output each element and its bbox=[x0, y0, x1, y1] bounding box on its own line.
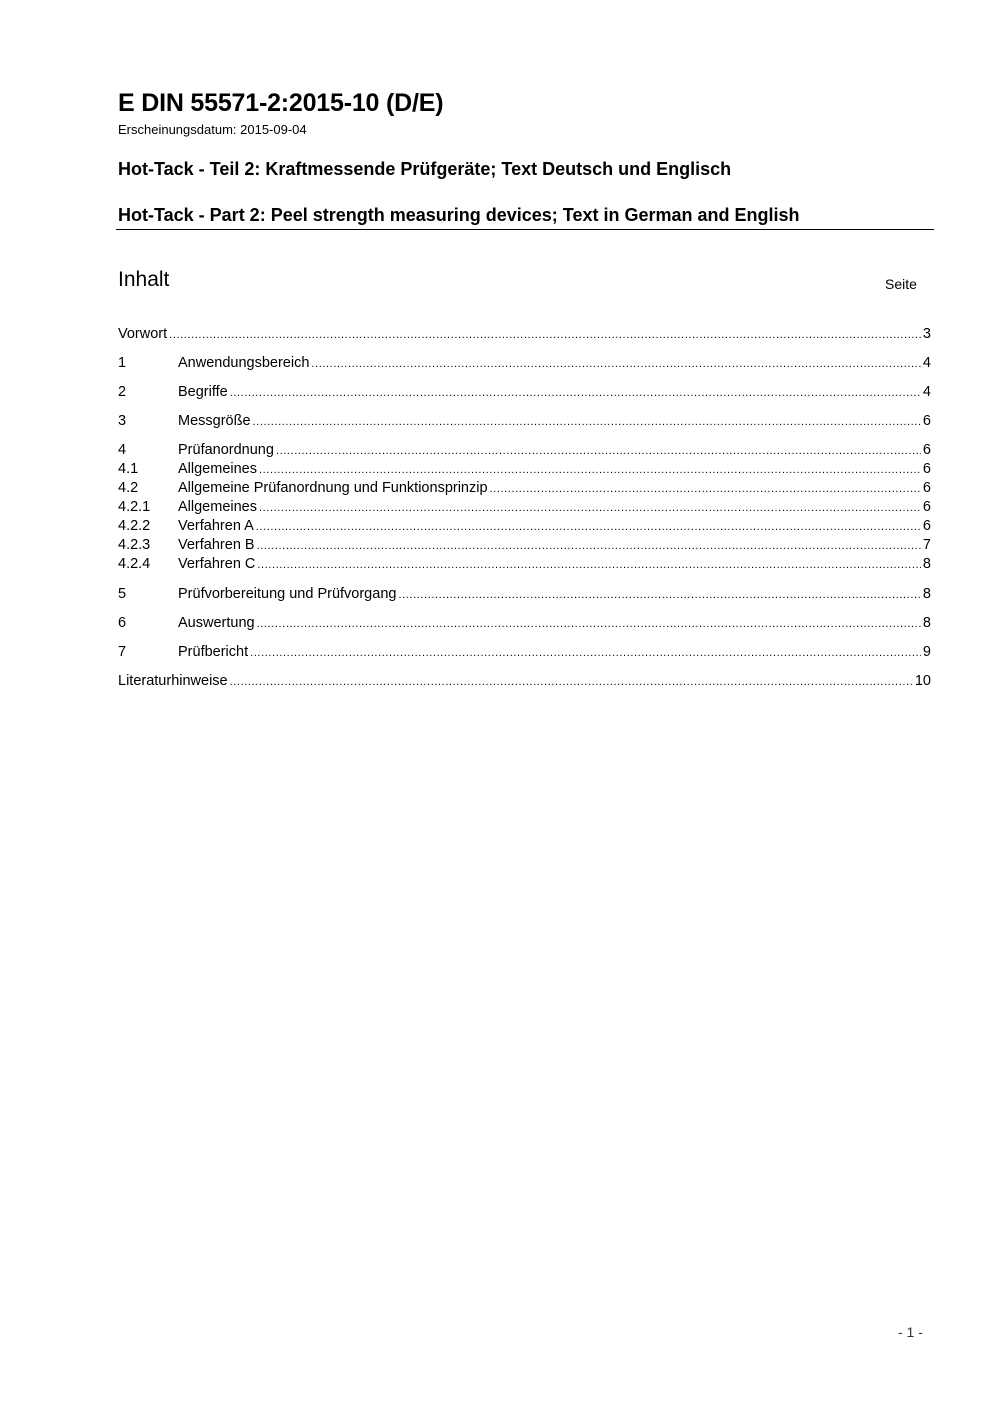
toc-entry-number: 4.1 bbox=[118, 461, 139, 477]
toc-entry-title: Messgröße bbox=[178, 413, 251, 429]
toc-entry-vorwort[interactable] bbox=[118, 325, 931, 344]
toc-entry-4-2-1[interactable] bbox=[118, 498, 931, 517]
toc-dot-leader bbox=[256, 518, 921, 536]
toc-entry-4-2[interactable] bbox=[118, 479, 931, 498]
title-divider bbox=[116, 229, 934, 230]
toc-dot-leader bbox=[257, 615, 921, 633]
toc-entry-page: 8 bbox=[922, 615, 931, 631]
toc-heading: Inhalt bbox=[118, 268, 170, 291]
toc-dot-leader bbox=[230, 384, 921, 402]
toc-dot-leader bbox=[311, 355, 921, 373]
toc-entry-4[interactable] bbox=[118, 441, 931, 460]
toc-entry-title: Prüfvorbereitung und Prüfvorgang bbox=[178, 586, 397, 602]
toc-entry-page: 9 bbox=[922, 644, 931, 660]
toc-entry-number: 4.2.3 bbox=[118, 537, 151, 553]
toc-dot-leader bbox=[490, 480, 921, 498]
toc-entry-page: 6 bbox=[922, 518, 931, 534]
toc-entry-page: 6 bbox=[922, 413, 931, 429]
toc-dot-leader bbox=[230, 673, 913, 691]
toc-entry-page: 8 bbox=[922, 556, 931, 572]
title-english: Hot-Tack - Part 2: Peel strength measuring devices; Text in German and English bbox=[118, 205, 800, 225]
toc-entry-4-2-2[interactable] bbox=[118, 517, 931, 536]
toc-entry-3[interactable] bbox=[118, 412, 931, 431]
toc-entry-number: 4 bbox=[118, 442, 127, 458]
toc-entry-4-2-4[interactable] bbox=[118, 555, 931, 574]
toc-dot-leader bbox=[169, 326, 921, 344]
toc-entry-page: 6 bbox=[922, 442, 931, 458]
toc-page-column-label: Seite bbox=[885, 276, 917, 292]
toc-entry-title: Allgemeine Prüfanordnung und Funktionsprinzip bbox=[178, 480, 488, 496]
toc-entry-page: 4 bbox=[922, 355, 931, 371]
toc-entry-4-1[interactable] bbox=[118, 460, 931, 479]
toc-entry-title: Verfahren B bbox=[178, 537, 255, 553]
toc-entry-number: 7 bbox=[118, 644, 127, 660]
toc-dot-leader bbox=[250, 644, 921, 662]
toc-entry-6[interactable] bbox=[118, 614, 931, 633]
toc-entry-title: Vorwort bbox=[118, 326, 168, 342]
toc-entry-page: 10 bbox=[914, 673, 931, 689]
toc-entry-title: Allgemeines bbox=[178, 499, 257, 515]
toc-entry-number: 2 bbox=[118, 384, 127, 400]
title-german: Hot-Tack - Teil 2: Kraftmessende Prüfgeräte; Text Deutsch und Englisch bbox=[118, 159, 732, 179]
toc-entry-title: Prüfbericht bbox=[178, 644, 249, 660]
toc-entry-page: 6 bbox=[922, 499, 931, 515]
toc-entry-number: 3 bbox=[118, 413, 127, 429]
toc-entry-title: Allgemeines bbox=[178, 461, 257, 477]
toc-entry-title: Anwendungsbereich bbox=[178, 355, 310, 371]
toc-entry-title: Literaturhinweise bbox=[118, 673, 228, 689]
toc-entry-title: Begriffe bbox=[178, 384, 228, 400]
toc-entry-title: Verfahren C bbox=[178, 556, 256, 572]
toc-entry-4-2-3[interactable] bbox=[118, 536, 931, 555]
document-id-title: E DIN 55571-2:2015-10 (D/E) bbox=[118, 89, 444, 117]
toc-entry-number: 5 bbox=[118, 586, 127, 602]
toc-dot-leader bbox=[276, 442, 921, 460]
toc-dot-leader bbox=[253, 413, 921, 431]
toc-entry-page: 3 bbox=[922, 326, 931, 342]
page-number: - 1 - bbox=[898, 1324, 923, 1340]
toc-entry-page: 4 bbox=[922, 384, 931, 400]
toc-entry-number: 6 bbox=[118, 615, 127, 631]
publication-date: Erscheinungsdatum: 2015-09-04 bbox=[118, 122, 307, 137]
toc-entry-5[interactable] bbox=[118, 585, 931, 604]
toc-entry-1[interactable] bbox=[118, 354, 931, 373]
toc-entry-page: 7 bbox=[922, 537, 931, 553]
toc-entry-number: 4.2 bbox=[118, 480, 139, 496]
toc-entry-number: 4.2.2 bbox=[118, 518, 151, 534]
toc-entry-number: 4.2.1 bbox=[118, 499, 151, 515]
toc-entry-title: Auswertung bbox=[178, 615, 255, 631]
toc-entry-page: 8 bbox=[922, 586, 931, 602]
toc-entry-literaturhinweise[interactable] bbox=[118, 672, 931, 691]
toc-entry-title: Verfahren A bbox=[178, 518, 254, 534]
toc-entry-title: Prüfanordnung bbox=[178, 442, 274, 458]
toc-dot-leader bbox=[398, 586, 920, 604]
toc-dot-leader bbox=[259, 499, 921, 517]
toc-entry-2[interactable] bbox=[118, 383, 931, 402]
toc-entry-page: 6 bbox=[922, 480, 931, 496]
toc-entry-number: 4.2.4 bbox=[118, 556, 151, 572]
toc-dot-leader bbox=[257, 537, 921, 555]
toc-entry-page: 6 bbox=[922, 461, 931, 477]
toc-dot-leader bbox=[259, 461, 921, 479]
toc-dot-leader bbox=[257, 556, 921, 574]
toc-entry-number: 1 bbox=[118, 355, 127, 371]
toc-entry-7[interactable] bbox=[118, 643, 931, 662]
